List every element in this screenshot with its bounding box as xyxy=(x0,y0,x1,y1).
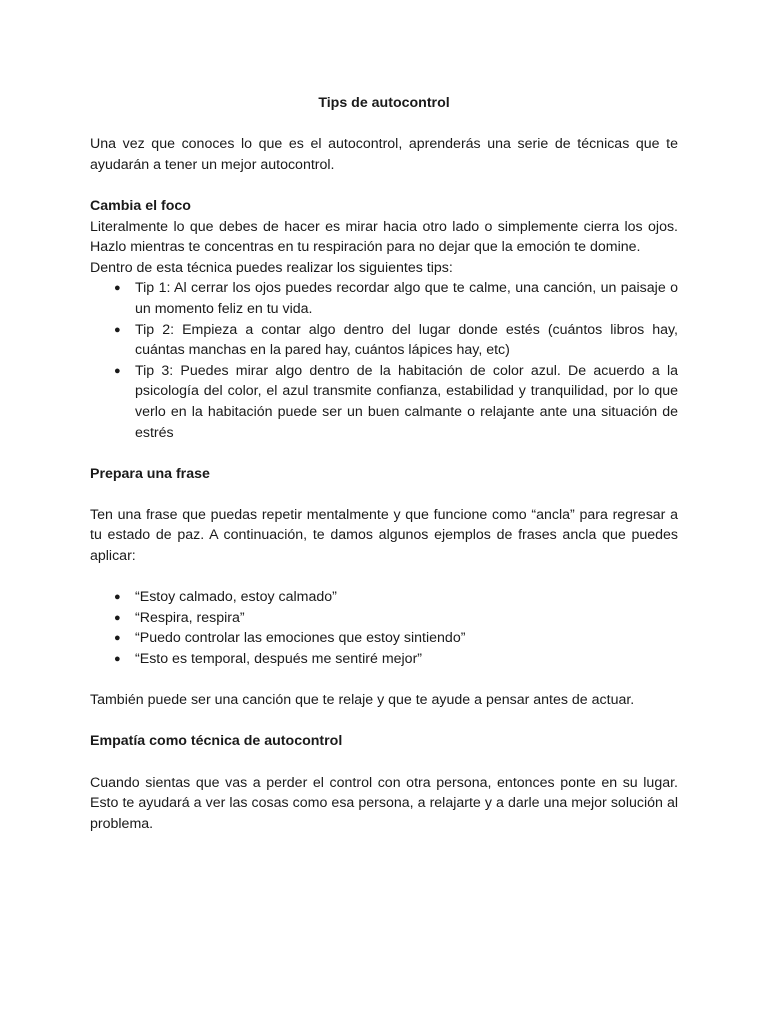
page-title: Tips de autocontrol xyxy=(318,95,450,111)
list-item: ● “Estoy calmado, estoy calmado” xyxy=(90,587,678,608)
prepara-una-frase-paragraph-2: También puede ser una canción que te relaje y que te ayude a pensar antes de actuar. xyxy=(90,692,635,709)
spacer xyxy=(90,567,678,588)
spacer xyxy=(90,752,678,773)
list-item: ● Tip 3: Puedes mirar algo dentro de la habitación de color azul. De acuerdo a la psicología del color, el azul transmite confianza, estabilidad y tranquilidad, por lo que verlo en la habitación puede ser un buen calmante o relajante ante una situación de estrés xyxy=(90,361,678,443)
spacer xyxy=(90,484,678,505)
spacer xyxy=(90,670,678,691)
section-heading-prepara-una-frase: Prepara una frase xyxy=(90,465,210,482)
cambia-el-foco-paragraph-2: Dentro de esta técnica puedes realizar los siguientes tips: xyxy=(90,259,453,276)
spacer xyxy=(90,175,678,196)
section-heading-cambia-el-foco: Cambia el foco xyxy=(90,197,191,214)
prepara-una-frase-paragraph-1: Ten una frase que puedas repetir mentalmente y que funcione como “ancla” para regresar a tu estado de paz. A continuación, te damos algunos ejemplos de frases ancla que puedes aplicar: xyxy=(90,506,678,565)
list-item: ● Tip 2: Empieza a contar algo dentro del lugar donde estés (cuántos libros hay, cuántas manchas en la pared hay, cuántos lápices hay, etc) xyxy=(90,320,678,361)
list-item: ● Tip 1: Al cerrar los ojos puedes recordar algo que te calme, una canción, un paisaje o un momento feliz en tu vida. xyxy=(90,278,678,319)
spacer xyxy=(90,711,678,732)
tips-list xyxy=(90,278,678,443)
list-item: ● “Esto es temporal, después me sentiré mejor” xyxy=(90,649,678,670)
list-item: ● “Puedo controlar las emociones que estoy sintiendo” xyxy=(90,628,678,649)
cambia-el-foco-paragraph-1: Literalmente lo que debes de hacer es mirar hacia otro lado o simplemente cierra los ojos. Hazlo mientras te concentras en tu respiración para no dejar que la emoción te domine. xyxy=(90,218,678,256)
intro-paragraph: Una vez que conoces lo que es el autocontrol, aprenderás una serie de técnicas que te ayudarán a tener un mejor autocontrol. xyxy=(90,136,678,173)
list-item: ● “Respira, respira” xyxy=(90,608,678,629)
section-heading-empatia: Empatía como técnica de autocontrol xyxy=(90,733,343,750)
phrases-list xyxy=(90,587,678,669)
empatia-paragraph-1: Cuando sientas que vas a perder el control con otra persona, entonces ponte en su lugar. Esto te ayudará a ver las cosas como esa persona, a relajarte y a darle una mejor solución al problema. xyxy=(90,774,678,832)
spacer xyxy=(90,443,678,464)
